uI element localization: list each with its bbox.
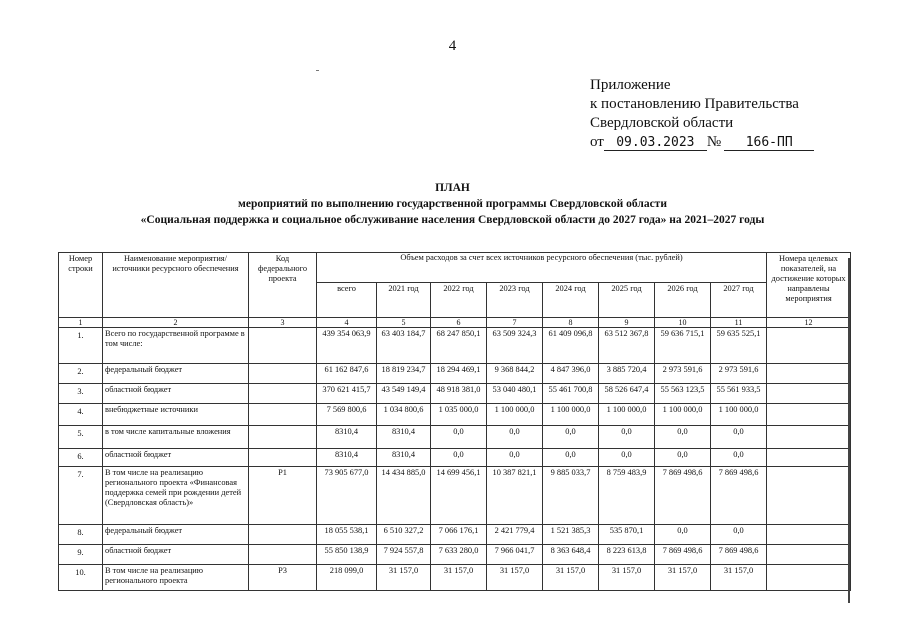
value-cell-y2026: 1 100 000,0 <box>655 404 711 426</box>
value-cell-y2021: 6 510 327,2 <box>377 525 431 545</box>
row-targets-cell <box>767 328 851 364</box>
value-cell-y2024: 61 409 096,8 <box>543 328 599 364</box>
value-cell-y2025: 1 100 000,0 <box>599 404 655 426</box>
table-row <box>59 384 851 404</box>
value-cell-y2023: 7 966 041,7 <box>487 545 543 565</box>
value-cell-total: 7 569 800,6 <box>317 404 377 426</box>
column-number-cell: 11 <box>711 318 767 328</box>
header-total: всего <box>317 282 377 317</box>
decree-number: 166-ПП <box>724 135 814 151</box>
column-number-cell: 4 <box>317 318 377 328</box>
value-cell-y2021: 18 819 234,7 <box>377 364 431 384</box>
appendix-line-1: Приложение <box>590 77 671 93</box>
row-name-cell: областной бюджет <box>103 384 249 404</box>
header-row-number: Номер строки <box>59 253 103 318</box>
value-cell-total: 8310,4 <box>317 426 377 449</box>
value-cell-total: 439 354 063,9 <box>317 328 377 364</box>
value-cell-y2021: 31 157,0 <box>377 565 431 591</box>
row-targets-cell <box>767 384 851 404</box>
row-code-cell: P3 <box>249 565 317 591</box>
row-name-cell: в том числе капитальные вложения <box>103 426 249 449</box>
value-cell-y2025: 535 870,1 <box>599 525 655 545</box>
row-name-cell: внебюджетные источники <box>103 404 249 426</box>
value-cell-y2024: 9 885 033,7 <box>543 467 599 525</box>
column-number-row <box>59 318 851 328</box>
row-name-cell: Всего по государственной программе в том числе: <box>103 328 249 364</box>
value-cell-y2023: 53 040 480,1 <box>487 384 543 404</box>
title-line-1: ПЛАН <box>435 182 470 194</box>
row-name-cell: В том числе на реализацию регионального проекта <box>103 565 249 591</box>
value-cell-total: 218 099,0 <box>317 565 377 591</box>
value-cell-y2021: 8310,4 <box>377 449 431 467</box>
row-targets-cell <box>767 545 851 565</box>
row-code-cell <box>249 384 317 404</box>
value-cell-y2023: 0,0 <box>487 426 543 449</box>
value-cell-y2026: 55 563 123,5 <box>655 384 711 404</box>
row-targets-cell <box>767 404 851 426</box>
value-cell-y2027: 0,0 <box>711 426 767 449</box>
header-2025: 2025 год <box>599 282 655 317</box>
header-2021: 2021 год <box>377 282 431 317</box>
row-targets-cell <box>767 467 851 525</box>
row-targets-cell <box>767 426 851 449</box>
value-cell-y2027: 31 157,0 <box>711 565 767 591</box>
row-targets-cell <box>767 364 851 384</box>
value-cell-y2022: 7 066 176,1 <box>431 525 487 545</box>
value-cell-y2026: 7 869 498,6 <box>655 545 711 565</box>
number-prefix: № <box>706 134 722 150</box>
header-2023: 2023 год <box>487 282 543 317</box>
column-number-cell: 3 <box>249 318 317 328</box>
scan-artifact <box>316 70 319 71</box>
row-number-cell: 4. <box>59 404 103 426</box>
document-title <box>0 180 905 228</box>
row-number-cell: 7. <box>59 467 103 525</box>
value-cell-y2022: 14 699 456,1 <box>431 467 487 525</box>
value-cell-y2026: 0,0 <box>655 449 711 467</box>
value-cell-y2023: 10 387 821,1 <box>487 467 543 525</box>
table-row <box>59 404 851 426</box>
value-cell-y2024: 4 847 396,0 <box>543 364 599 384</box>
row-number-cell: 9. <box>59 545 103 565</box>
row-number-cell: 3. <box>59 384 103 404</box>
value-cell-y2026: 7 869 498,6 <box>655 467 711 525</box>
value-cell-total: 8310,4 <box>317 449 377 467</box>
decree-date: 09.03.2023 <box>604 135 707 151</box>
value-cell-y2022: 48 918 381,0 <box>431 384 487 404</box>
value-cell-y2026: 31 157,0 <box>655 565 711 591</box>
table-row <box>59 565 851 591</box>
row-code-cell <box>249 404 317 426</box>
row-name-cell: областной бюджет <box>103 545 249 565</box>
value-cell-y2023: 2 421 779,4 <box>487 525 543 545</box>
row-name-cell: федеральный бюджет <box>103 364 249 384</box>
page-number: 4 <box>448 38 457 54</box>
appendix-date-line <box>590 133 814 152</box>
value-cell-y2025: 0,0 <box>599 426 655 449</box>
value-cell-y2023: 31 157,0 <box>487 565 543 591</box>
value-cell-total: 73 905 677,0 <box>317 467 377 525</box>
table-row <box>59 328 851 364</box>
row-targets-cell <box>767 449 851 467</box>
value-cell-y2026: 2 973 591,6 <box>655 364 711 384</box>
row-name-cell: В том числе на реализацию регионального проекта «Финансовая поддержка семей при рождении детей (Свердловская область)» <box>103 467 249 525</box>
plan-table <box>58 252 851 591</box>
row-number-cell: 6. <box>59 449 103 467</box>
title-line-2: мероприятий по выполнению государственной программы Свердловской области <box>238 198 667 210</box>
row-code-cell <box>249 426 317 449</box>
row-number-cell: 5. <box>59 426 103 449</box>
value-cell-y2024: 1 100 000,0 <box>543 404 599 426</box>
value-cell-y2027: 1 100 000,0 <box>711 404 767 426</box>
row-code-cell <box>249 364 317 384</box>
table-row <box>59 449 851 467</box>
value-cell-y2024: 0,0 <box>543 449 599 467</box>
value-cell-y2026: 59 636 715,1 <box>655 328 711 364</box>
table-row <box>59 525 851 545</box>
value-cell-y2023: 1 100 000,0 <box>487 404 543 426</box>
date-prefix: от <box>590 134 604 150</box>
value-cell-y2024: 0,0 <box>543 426 599 449</box>
table-row <box>59 467 851 525</box>
header-targets: Номера целевых показателей, на достижение которых направлены мероприятия <box>767 253 851 318</box>
value-cell-y2026: 0,0 <box>655 426 711 449</box>
row-code-cell <box>249 545 317 565</box>
value-cell-y2024: 8 363 648,4 <box>543 545 599 565</box>
row-code-cell <box>249 449 317 467</box>
value-cell-y2025: 3 885 720,4 <box>599 364 655 384</box>
value-cell-y2024: 31 157,0 <box>543 565 599 591</box>
row-code-cell <box>249 525 317 545</box>
row-code-cell <box>249 328 317 364</box>
value-cell-y2025: 8 223 613,8 <box>599 545 655 565</box>
row-name-cell: федеральный бюджет <box>103 525 249 545</box>
value-cell-y2027: 59 635 525,1 <box>711 328 767 364</box>
column-number-cell: 7 <box>487 318 543 328</box>
value-cell-y2027: 7 869 498,6 <box>711 545 767 565</box>
row-number-cell: 2. <box>59 364 103 384</box>
column-number-cell: 1 <box>59 318 103 328</box>
value-cell-y2021: 8310,4 <box>377 426 431 449</box>
value-cell-y2027: 55 561 933,5 <box>711 384 767 404</box>
value-cell-y2021: 14 434 885,0 <box>377 467 431 525</box>
plan-table-body <box>59 328 851 591</box>
column-number-cell: 8 <box>543 318 599 328</box>
column-number-cell: 10 <box>655 318 711 328</box>
value-cell-y2027: 2 973 591,6 <box>711 364 767 384</box>
value-cell-y2026: 0,0 <box>655 525 711 545</box>
value-cell-y2021: 1 034 800,6 <box>377 404 431 426</box>
value-cell-total: 18 055 538,1 <box>317 525 377 545</box>
value-cell-y2022: 18 294 469,1 <box>431 364 487 384</box>
value-cell-y2022: 31 157,0 <box>431 565 487 591</box>
table-row <box>59 426 851 449</box>
table-row <box>59 364 851 384</box>
value-cell-total: 55 850 138,9 <box>317 545 377 565</box>
scan-edge-line <box>848 258 850 603</box>
value-cell-total: 370 621 415,7 <box>317 384 377 404</box>
column-number-cell: 2 <box>103 318 249 328</box>
row-targets-cell <box>767 525 851 545</box>
appendix-line-2: к постановлению Правительства <box>590 96 799 112</box>
value-cell-y2027: 7 869 498,6 <box>711 467 767 525</box>
row-targets-cell <box>767 565 851 591</box>
appendix-line-3: Свердловской области <box>590 115 734 131</box>
title-line-3: «Социальная поддержка и социальное обслуживание населения Свердловской области до 2027 года» на 2021–2027 годы <box>140 214 765 226</box>
value-cell-y2022: 7 633 280,0 <box>431 545 487 565</box>
value-cell-y2024: 55 461 700,8 <box>543 384 599 404</box>
table-row <box>59 545 851 565</box>
column-number-cell: 12 <box>767 318 851 328</box>
value-cell-y2027: 0,0 <box>711 449 767 467</box>
value-cell-y2023: 0,0 <box>487 449 543 467</box>
header-row-1 <box>59 253 851 283</box>
header-expenses-group: Объем расходов за счет всех источников ресурсного обеспечения (тыс. рублей) <box>317 253 767 283</box>
value-cell-y2022: 68 247 850,1 <box>431 328 487 364</box>
value-cell-total: 61 162 847,6 <box>317 364 377 384</box>
value-cell-y2025: 8 759 483,9 <box>599 467 655 525</box>
row-name-cell: областной бюджет <box>103 449 249 467</box>
row-number-cell: 1. <box>59 328 103 364</box>
value-cell-y2027: 0,0 <box>711 525 767 545</box>
value-cell-y2022: 0,0 <box>431 426 487 449</box>
header-2024: 2024 год <box>543 282 599 317</box>
row-number-cell: 10. <box>59 565 103 591</box>
value-cell-y2023: 9 368 844,2 <box>487 364 543 384</box>
header-2022: 2022 год <box>431 282 487 317</box>
row-number-cell: 8. <box>59 525 103 545</box>
value-cell-y2025: 31 157,0 <box>599 565 655 591</box>
header-code: Код федерального проекта <box>249 253 317 318</box>
header-name: Наименование мероприятия/ источники ресурсного обеспечения <box>103 253 249 318</box>
value-cell-y2021: 63 403 184,7 <box>377 328 431 364</box>
column-number-cell: 6 <box>431 318 487 328</box>
value-cell-y2022: 0,0 <box>431 449 487 467</box>
value-cell-y2023: 63 509 324,3 <box>487 328 543 364</box>
value-cell-y2025: 0,0 <box>599 449 655 467</box>
value-cell-y2025: 58 526 647,4 <box>599 384 655 404</box>
value-cell-y2022: 1 035 000,0 <box>431 404 487 426</box>
header-2027: 2027 год <box>711 282 767 317</box>
header-2026: 2026 год <box>655 282 711 317</box>
value-cell-y2021: 7 924 557,8 <box>377 545 431 565</box>
column-number-cell: 9 <box>599 318 655 328</box>
value-cell-y2025: 63 512 367,8 <box>599 328 655 364</box>
row-code-cell: P1 <box>249 467 317 525</box>
plan-table-wrapper <box>58 252 850 591</box>
appendix-block <box>590 76 814 152</box>
value-cell-y2021: 43 549 149,4 <box>377 384 431 404</box>
value-cell-y2024: 1 521 385,3 <box>543 525 599 545</box>
column-number-cell: 5 <box>377 318 431 328</box>
